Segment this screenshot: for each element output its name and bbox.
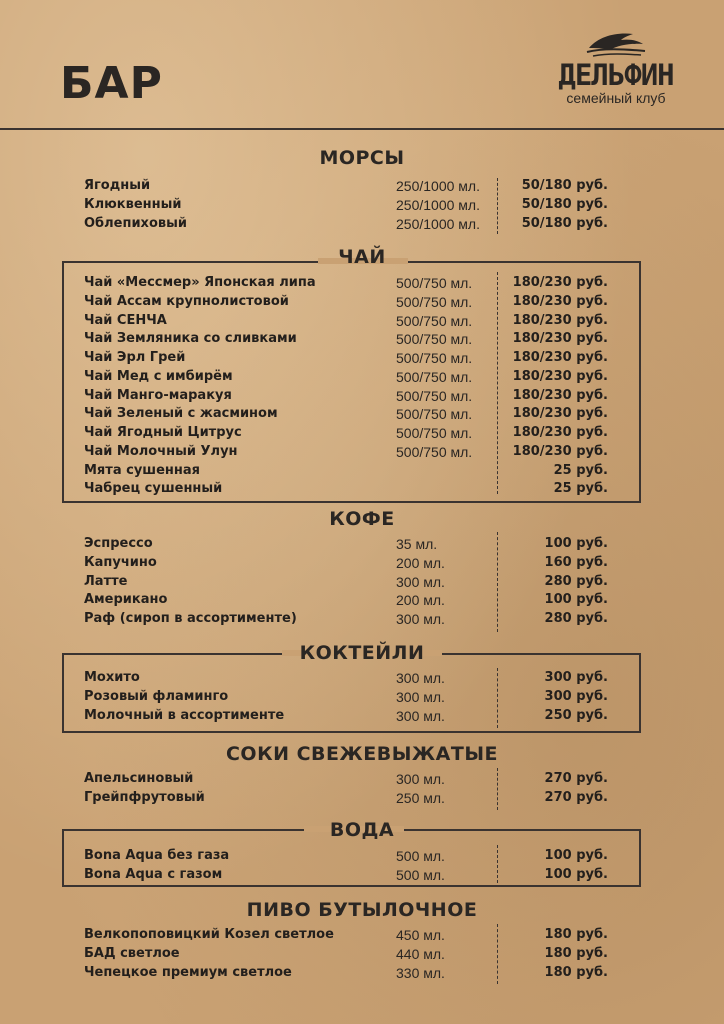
item-price: 180/230 руб. — [512, 312, 608, 328]
item-volume: 300 мл. — [396, 573, 445, 590]
item-price: 180/230 руб. — [512, 425, 608, 440]
item-volume: 500/750 мл. — [396, 406, 473, 423]
item-name: Эспрессо — [84, 536, 153, 551]
item-volume: 300 мл. — [396, 611, 445, 627]
item-name: Чай Манго-маракуя — [84, 387, 232, 403]
item-volume: 250/1000 мл. — [396, 215, 480, 232]
section-title-mors: МОРСЫ — [319, 147, 405, 169]
item-name: Bona Aqua без газа — [84, 848, 230, 863]
item-price: 180 руб. — [544, 945, 608, 961]
item-price: 100 руб. — [544, 866, 608, 882]
item-price: 250 руб. — [544, 707, 608, 723]
dolphin-icon — [583, 28, 649, 58]
item-price: 100 руб. — [544, 592, 608, 608]
menu-item — [0, 444, 724, 463]
item-price: 180/230 руб. — [512, 443, 608, 459]
column-separator — [497, 768, 498, 810]
item-price: 50/180 руб. — [521, 178, 608, 193]
item-name: Чай Ассам крупнолистовой — [84, 293, 289, 309]
menu-item — [0, 294, 724, 313]
menu-item — [0, 463, 724, 482]
item-name: Чай Ягодный Цитрус — [84, 425, 242, 440]
menu-item — [0, 574, 724, 593]
item-name: Раф (сироп в ассортименте) — [84, 611, 297, 626]
menu-item — [0, 350, 724, 369]
item-volume: 450 мл. — [396, 927, 445, 943]
item-volume: 200 мл. — [396, 554, 445, 571]
item-name: Чепецкое премиум светлое — [84, 964, 292, 980]
item-volume: 300 мл. — [396, 688, 445, 705]
section-title-water: ВОДА — [329, 819, 395, 841]
item-name: Чай «Мессмер» Японская липа — [84, 275, 316, 290]
item-volume: 250 мл. — [396, 789, 445, 806]
item-price: 180/230 руб. — [512, 350, 608, 365]
item-name: Велкопоповицкий Козел светлое — [84, 927, 334, 942]
item-volume: 250/1000 мл. — [396, 178, 480, 194]
item-name: Облепиховый — [84, 215, 187, 231]
item-name: Мята сушенная — [84, 462, 201, 478]
menu-item — [0, 313, 724, 332]
menu-item — [0, 867, 724, 886]
item-price: 300 руб. — [544, 670, 608, 685]
column-separator — [497, 532, 498, 632]
column-separator — [497, 272, 498, 494]
column-separator — [497, 845, 498, 883]
item-volume: 250/1000 мл. — [396, 196, 480, 213]
item-price: 180/230 руб. — [512, 387, 608, 403]
item-price: 270 руб. — [544, 771, 608, 786]
item-price: 50/180 руб. — [521, 196, 608, 212]
menu-item — [0, 670, 724, 689]
column-separator — [497, 668, 498, 728]
menu-item — [0, 425, 724, 444]
item-name: Мохито — [84, 670, 140, 685]
item-price: 180/230 руб. — [512, 368, 608, 384]
item-price: 180/230 руб. — [512, 293, 608, 309]
menu-item — [0, 689, 724, 708]
menu-item — [0, 388, 724, 407]
item-price: 270 руб. — [544, 789, 608, 805]
item-volume: 500/750 мл. — [396, 331, 473, 348]
section-title-beer: ПИВО БУТЫЛОЧНОЕ — [246, 899, 478, 921]
item-price: 300 руб. — [544, 688, 608, 704]
item-name: Чай Эрл Грей — [84, 350, 186, 365]
item-volume: 330 мл. — [396, 964, 445, 981]
item-name: Чай Мед с имбирём — [84, 368, 233, 384]
menu-item — [0, 197, 724, 216]
item-name: Латте — [84, 573, 128, 589]
item-price: 100 руб. — [544, 536, 608, 551]
item-volume: 440 мл. — [396, 945, 445, 962]
item-name: Американо — [84, 592, 168, 608]
column-separator — [497, 924, 498, 984]
item-name: Чай Земляника со сливками — [84, 331, 297, 347]
item-name: Клюквенный — [84, 196, 182, 212]
menu-item — [0, 927, 724, 946]
item-price: 25 руб. — [553, 462, 608, 478]
section-coffee — [0, 536, 724, 630]
item-price: 25 руб. — [553, 481, 608, 497]
column-separator — [497, 178, 498, 234]
menu-item — [0, 216, 724, 235]
item-name: Молочный в ассортименте — [84, 707, 285, 723]
item-price: 280 руб. — [544, 611, 608, 626]
item-name: Чай Зеленый с жасмином — [84, 406, 278, 422]
section-water — [0, 848, 724, 886]
section-title-juices: СОКИ СВЕЖЕВЫЖАТЫЕ — [225, 743, 499, 765]
item-price: 160 руб. — [544, 554, 608, 570]
item-name: Розовый фламинго — [84, 688, 229, 704]
item-volume: 300 мл. — [396, 707, 445, 724]
menu-item — [0, 771, 724, 790]
item-name: БАД светлое — [84, 945, 180, 961]
item-name: Апельсиновый — [84, 771, 194, 786]
item-price: 180/230 руб. — [512, 406, 608, 422]
item-price: 180/230 руб. — [512, 275, 608, 290]
item-name: Грейпфрутовый — [84, 789, 205, 805]
item-volume: 500 мл. — [396, 866, 445, 883]
item-price: 180 руб. — [544, 964, 608, 980]
menu-item — [0, 592, 724, 611]
menu-item — [0, 275, 724, 294]
item-price: 100 руб. — [544, 848, 608, 863]
menu-item — [0, 708, 724, 727]
item-price: 180 руб. — [544, 927, 608, 942]
item-volume: 200 мл. — [396, 592, 445, 609]
menu-item — [0, 481, 724, 500]
logo — [556, 28, 676, 106]
menu-item — [0, 369, 724, 388]
menu-item — [0, 178, 724, 197]
menu-item — [0, 406, 724, 425]
menu-item — [0, 946, 724, 965]
item-volume: 35 мл. — [396, 536, 438, 552]
menu-item — [0, 790, 724, 809]
section-title-coffee: КОФЕ — [329, 508, 395, 530]
item-volume: 500/750 мл. — [396, 387, 473, 404]
item-volume: 500/750 мл. — [396, 293, 473, 310]
item-price: 50/180 руб. — [521, 215, 608, 231]
section-title-tea: ЧАЙ — [338, 246, 386, 268]
logo-subtitle: семейный клуб — [566, 90, 666, 106]
menu-item — [0, 848, 724, 867]
menu-item — [0, 536, 724, 555]
item-volume: 300 мл. — [396, 771, 445, 787]
item-name: Ягодный — [84, 178, 151, 193]
item-price: 180/230 руб. — [512, 331, 608, 347]
menu-item — [0, 555, 724, 574]
item-volume: 500/750 мл. — [396, 312, 473, 329]
item-volume: 500 мл. — [396, 848, 445, 864]
item-price: 280 руб. — [544, 573, 608, 589]
item-volume: 500/750 мл. — [396, 425, 473, 441]
item-volume: 500/750 мл. — [396, 350, 473, 366]
item-name: Капучино — [84, 554, 157, 570]
section-beer — [0, 927, 724, 983]
item-name: Чабрец сушенный — [84, 481, 223, 497]
item-name: Чай СЕНЧА — [84, 312, 167, 328]
header-divider — [0, 128, 724, 130]
page-title: БАР — [60, 58, 163, 109]
menu-item — [0, 965, 724, 984]
item-volume: 500/750 мл. — [396, 368, 473, 385]
section-tea — [0, 275, 724, 500]
section-juices — [0, 771, 724, 809]
menu-item — [0, 611, 724, 630]
section-cocktails — [0, 670, 724, 726]
section-mors — [0, 178, 724, 234]
section-title-cocktails: КОКТЕЙЛИ — [299, 642, 425, 664]
logo-name: ДЕЛЬФИН — [558, 58, 674, 92]
item-volume: 300 мл. — [396, 670, 445, 686]
item-name: Bona Aqua с газом — [84, 866, 223, 882]
menu-item — [0, 331, 724, 350]
item-volume: 500/750 мл. — [396, 443, 473, 460]
item-volume: 500/750 мл. — [396, 275, 473, 291]
item-name: Чай Молочный Улун — [84, 443, 238, 459]
